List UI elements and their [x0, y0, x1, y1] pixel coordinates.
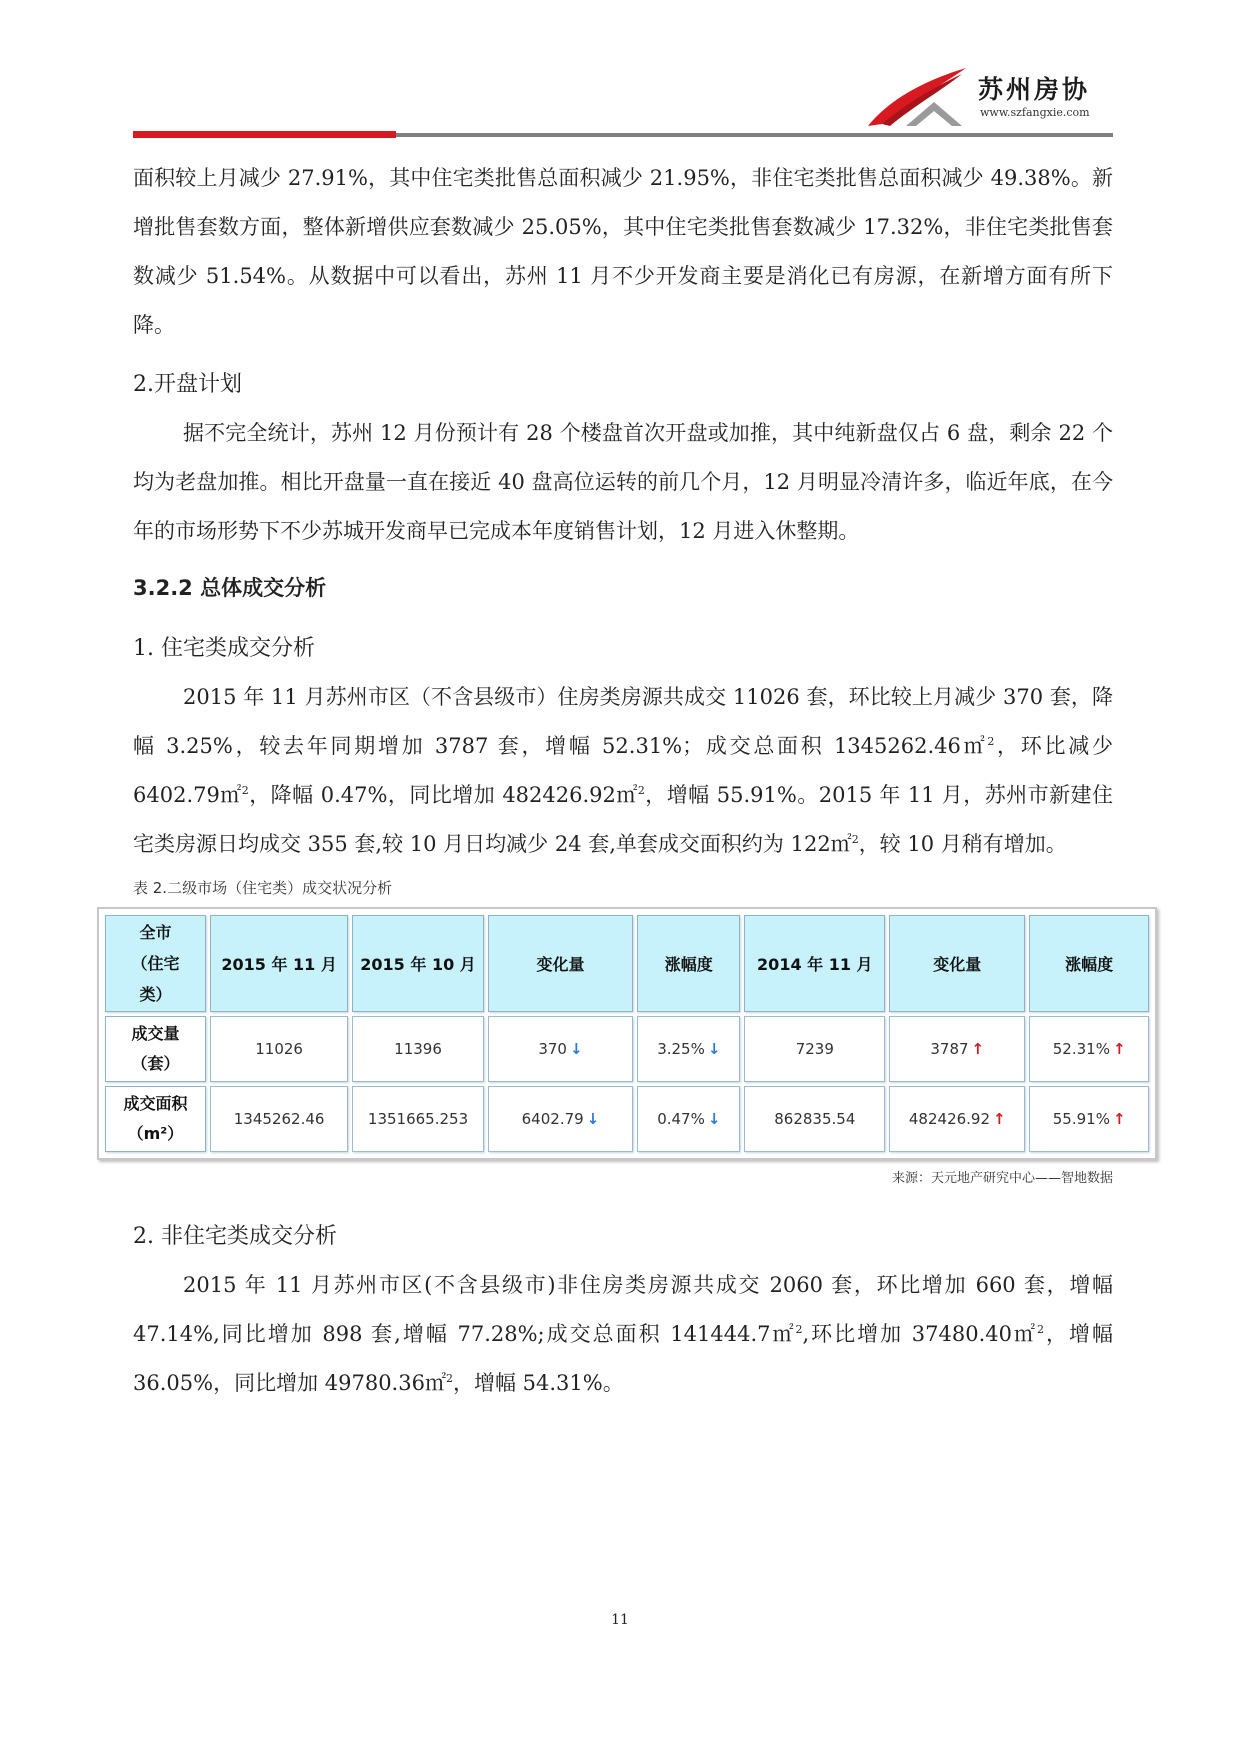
- header-rule-red: [133, 131, 396, 138]
- header-cell: 2015 年 11 月: [210, 915, 348, 1012]
- table-cell: 55.91% ↑: [1029, 1086, 1149, 1152]
- logo-name: 苏州房协: [978, 75, 1091, 104]
- header-rule-gray: [396, 133, 1113, 137]
- arrow-down-icon: ↓: [569, 1040, 583, 1058]
- residential-transaction-table: [97, 907, 1157, 1160]
- table-cell: 3.25% ↓: [637, 1016, 740, 1082]
- header-cell: 涨幅度: [637, 915, 740, 1012]
- header-cell-region: 全市 （住宅 类）: [105, 915, 206, 1012]
- table-cell: 11026: [210, 1016, 348, 1082]
- arrow-down-icon: ↓: [707, 1110, 721, 1128]
- row-label: 成交面积 （m²）: [105, 1086, 206, 1152]
- arrow-up-icon: ↑: [1112, 1110, 1126, 1128]
- header-cell: 变化量: [488, 915, 633, 1012]
- table-row-area: [105, 1086, 1149, 1152]
- arrow-down-icon: ↓: [707, 1040, 721, 1058]
- paragraph-residential: 2015 年 11 月苏州市区（不含县级市）住房类房源共成交 11026 套，环比较上月减少 370 套，降幅 3.25%，较去年同期增加 3787 套，增幅 52.31%；成交总面积 1345262.46㎡$^2$，环比减少 6402.79㎡$^2$，降幅 0.47%，同比增加 482426.92㎡$^2$，增幅 55.91%。2015 年 11 月，苏州市新建住宅类房源日均成交 355 套,较 10 月日均减少 24 套,单套成交面积约为 122㎡$^2$，较 10 月稍有增加。: [133, 685, 1113, 856]
- logo-url: www.szfangxie.com: [980, 106, 1090, 119]
- section-heading-overall-transactions: 3.2.2 总体成交分析: [133, 576, 327, 600]
- table-cell: 370 ↓: [488, 1016, 633, 1082]
- arrow-up-icon: ↑: [971, 1040, 985, 1058]
- table-cell: 1345262.46: [210, 1086, 348, 1152]
- table-cell: 52.31% ↑: [1029, 1016, 1149, 1082]
- header-cell: 2015 年 10 月: [352, 915, 483, 1012]
- table-cell: 6402.79 ↓: [488, 1086, 633, 1152]
- arrow-up-icon: ↑: [1112, 1040, 1126, 1058]
- logo-quill-house-icon: [862, 66, 974, 130]
- table-cell: 482426.92 ↑: [889, 1086, 1025, 1152]
- table-cell: 862835.54: [744, 1086, 885, 1152]
- table-cell: 0.47% ↓: [637, 1086, 740, 1152]
- table-cell: 7239: [744, 1016, 885, 1082]
- subheading-non-residential: 2. 非住宅类成交分析: [133, 1224, 337, 1249]
- table-row-volume: [105, 1016, 1149, 1082]
- table-source: 来源：天元地产研究中心——智地数据: [891, 1171, 1113, 1186]
- subheading-opening-plan: 2.开盘计划: [133, 372, 242, 397]
- header-cell: 2014 年 11 月: [744, 915, 885, 1012]
- page-content: [123, 154, 1126, 1408]
- arrow-up-icon: ↑: [993, 1110, 1006, 1128]
- page-number: 11: [611, 1612, 629, 1628]
- paragraph-supply-change: 面积较上月减少 27.91%，其中住宅类批售总面积减少 21.95%，非住宅类批售总面积减少 49.38%。新增批售套数方面，整体新增供应套数减少 25.05%，其中住宅类批售套数减少 17.32%，非住宅类批售套数减少 51.54%。从数据中可以看出，苏州 11 月不少开发商主要是消化已有房源，在新增方面有所下降。: [133, 166, 1113, 337]
- row-label: 成交量 （套）: [105, 1016, 206, 1082]
- paragraph-opening-plan: 据不完全统计，苏州 12 月份预计有 28 个楼盘首次开盘或加推，其中纯新盘仅占 6 盘，剩余 22 个均为老盘加推。相比开盘量一直在接近 40 盘高位运转的前几个月，12 月明显冷清许多，临近年底，在今年的市场形势下不少苏城开发商早已完成本年度销售计划，12 月进入休整期。: [133, 421, 1113, 543]
- table-caption: 表 2.二级市场（住宅类）成交状况分析: [133, 879, 393, 897]
- header-logo: [862, 66, 1122, 130]
- paragraph-non-residential: 2015 年 11 月苏州市区(不含县级市)非住房类房源共成交 2060 套，环比增加 660 套，增幅 47.14%,同比增加 898 套,增幅 77.28%;成交总面积 141444.7㎡$^2$,环比增加 37480.40㎡$^2$，增幅 36.05%，同比增加 49780.36㎡$^2$，增幅 54.31%。: [133, 1273, 1114, 1395]
- header-cell: 变化量: [889, 915, 1025, 1012]
- arrow-down-icon: ↓: [586, 1110, 600, 1128]
- subheading-residential: 1. 住宅类成交分析: [133, 636, 315, 661]
- table-cell: 11396: [352, 1016, 483, 1082]
- header-cell: 涨幅度: [1029, 915, 1149, 1012]
- table-header-row: [105, 915, 1149, 1012]
- table-cell: 3787 ↑: [889, 1016, 1025, 1082]
- table-cell: 1351665.253: [352, 1086, 483, 1152]
